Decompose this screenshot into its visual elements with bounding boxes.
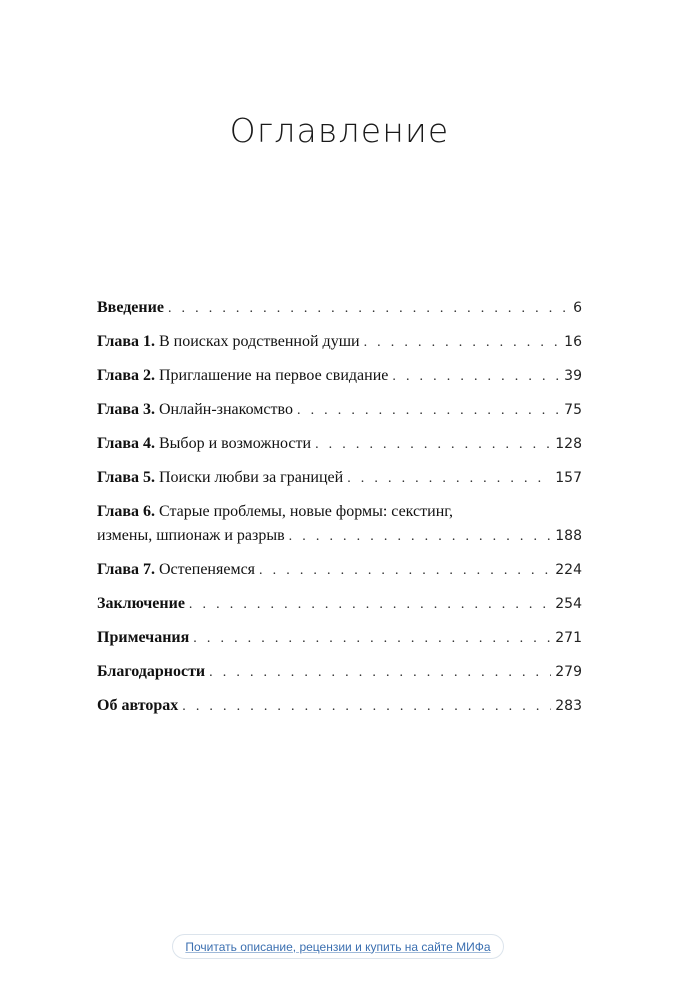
dot-leader [347,467,551,491]
dot-leader [209,661,551,685]
toc-chapter-title: Остепеняемся [159,561,256,578]
table-of-contents [97,296,582,728]
toc-page-number: 283 [555,698,582,714]
promo-link[interactable]: Почитать описание, рецензии и купить на сайте МИФа [185,939,491,954]
toc-chapter-title: Старые проблемы, новые формы: секстинг, [159,503,454,520]
toc-entry-chapter-1[interactable] [97,330,582,354]
toc-chapter-number: Глава 5. [97,469,155,486]
toc-chapter-title-continued: измены, шпионаж и разрыв [97,527,285,544]
toc-chapter-title: Приглашение на первое свидание [159,367,389,384]
page-title: Оглавление [229,111,450,150]
toc-page-number: 128 [555,436,582,452]
dot-leader [289,525,552,549]
toc-entry-notes[interactable] [97,626,582,650]
toc-entry-chapter-7[interactable] [97,558,582,582]
toc-entry-chapter-5[interactable] [97,466,582,490]
toc-entry-chapter-3[interactable] [97,398,582,422]
toc-chapter-title: Онлайн-знакомство [159,401,293,418]
toc-chapter-number: Глава 2. [97,367,155,384]
toc-page-number: 6 [573,300,582,316]
toc-chapter-number: Глава 7. [97,561,155,578]
toc-entry-chapter-2[interactable] [97,364,582,388]
toc-entry-conclusion[interactable] [97,592,582,616]
toc-chapter-title: Поиски любви за границей [159,469,344,486]
toc-entry-label: Об авторах [97,697,179,714]
dot-leader [193,627,551,651]
toc-page-number: 75 [564,402,582,418]
dot-leader [392,365,560,389]
dot-leader [364,331,561,355]
dot-leader [189,593,551,617]
toc-page-number: 279 [555,664,582,680]
toc-entry-chapter-4[interactable] [97,432,582,456]
dot-leader [297,399,560,423]
toc-chapter-title: Выбор и возможности [159,435,312,452]
dot-leader [168,297,569,321]
toc-page-number: 16 [564,334,582,350]
toc-entry-about-authors[interactable] [97,694,582,718]
toc-chapter-number: Глава 1. [97,333,155,350]
toc-entry-label: Примечания [97,629,190,646]
toc-page-number: 271 [555,630,582,646]
dot-leader [259,559,551,583]
toc-entry-label: Благодарности [97,663,206,680]
toc-entry-introduction[interactable] [97,296,582,320]
toc-page-number: 188 [555,528,582,544]
toc-chapter-number: Глава 4. [97,435,155,452]
toc-entry-label: Заключение [97,595,185,612]
toc-entry-chapter-6[interactable] [97,500,582,548]
toc-chapter-number: Глава 6. [97,503,155,520]
promo-banner [172,934,504,959]
dot-leader [315,433,551,457]
toc-entry-acknowledgements[interactable] [97,660,582,684]
toc-page-number: 254 [555,596,582,612]
toc-chapter-number: Глава 3. [97,401,155,418]
toc-entry-label: Введение [97,299,164,316]
toc-chapter-title: В поисках родственной души [159,333,360,350]
toc-page-number: 39 [564,368,582,384]
toc-page-number: 157 [555,470,582,486]
toc-page-number: 224 [555,562,582,578]
dot-leader [182,695,551,719]
